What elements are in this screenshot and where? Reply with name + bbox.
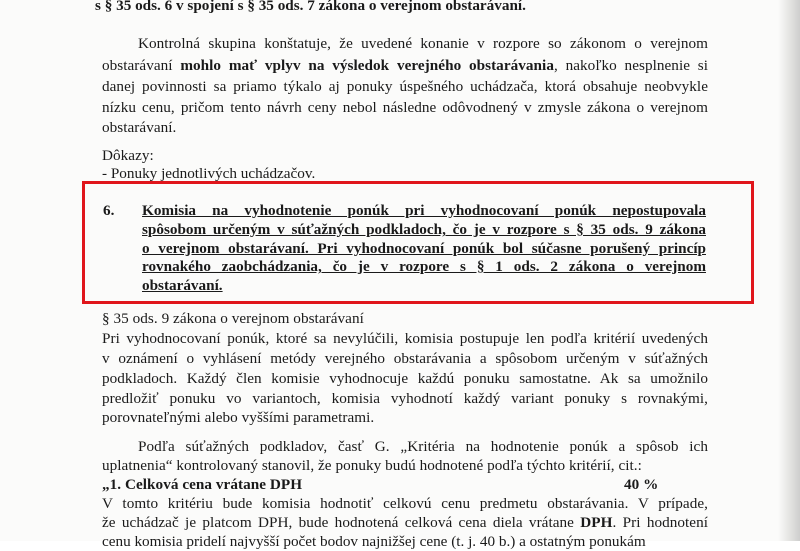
paragraph2-line5: porovnateľnými alebo vyššími parametrami.: [102, 409, 375, 426]
paragraph4-line2-end: . Pri hodnotení: [612, 514, 709, 531]
evidence-item: - Ponuky jednotlivých uchádzačov.: [102, 165, 316, 182]
paragraph2-line1: Pri vyhodnocovaní ponúk, ktoré sa nevylúčili, komisia postupuje len podľa kritérií uvedených: [102, 330, 708, 347]
page-edge-shadow: [778, 0, 800, 541]
paragraph4-line2: [102, 513, 708, 532]
paragraph1-line4: nízku cenu, pričom tento návrh ceny nebol následne odôvodnený v zmysle zákona o verejnom: [102, 99, 708, 116]
paragraph2-line2: v oznámení o vyhlásení metódy verejného obstarávania a spôsobom určeným v súťažných: [102, 350, 708, 367]
evidence-heading: Dôkazy:: [102, 147, 154, 164]
paragraph1-line3: danej povinnosti sa priamo týkalo aj ponuky úspešného uchádzača, ktorá obsahuje neobvykle: [102, 78, 708, 95]
paragraph4-line2-bold: DPH: [580, 514, 613, 531]
paragraph1-line2-end: , nakoľko nesplnenie si: [553, 57, 708, 74]
point-number: 6.: [103, 202, 115, 219]
paragraph1-line1: Kontrolná skupina konštatuje, že uvedené konanie v rozpore so zákonom o verejnom: [138, 35, 708, 52]
point6-line1: Komisia na vyhodnotenie ponúk pri vyhodnocovaní ponúk nepostupovala: [142, 202, 706, 219]
evidence-item-clip: [102, 162, 316, 182]
paragraph3-line2: uplatnenia“ kontrolovaný stanovil, že ponuky budú hodnotené podľa týchto kritérií, cit.:: [102, 457, 642, 474]
point6-line2: spôsobom určeným v súťažných podkladoch, čo je v rozpore s § 35 ods. 9 zákona: [142, 221, 706, 238]
paragraph4-line3-partial: cenu komisia pridelí najvyšší počet bodov najnižšej cene (t. j. 40 b.) a ostatným ponukám: [102, 533, 646, 550]
point6-line4: rovnakého zaobchádzania, čo je v rozpore s § 1 ods. 2 zákona o verejnom: [142, 258, 706, 275]
paragraph2-line3: podkladoch. Každý člen komisie vyhodnocuje každú ponuku samostatne. Ak sa umožnilo: [102, 370, 708, 387]
paragraph4-line1: V tomto kritériu bude komisia hodnotiť celkovú cenu predmetu obstarávania. V prípade,: [102, 495, 708, 512]
point6-line5: obstarávaní.: [142, 277, 223, 294]
criterion-label: „1. Celková cena vrátane DPH: [102, 476, 303, 493]
section-reference: § 35 ods. 9 zákona o verejnom obstarávaní: [102, 310, 364, 327]
paragraph2-line4: predložiť ponuku vo variantoch, komisia vyhodnotí každý variant ponuky s rovnakými,: [102, 390, 708, 407]
paragraph4-line2-start: že uchádzač je platcom DPH, bude hodnotená celková cena diela vrátane: [102, 514, 581, 531]
paragraph1-line2-start: obstarávaní: [102, 57, 181, 74]
paragraph1-line5: obstarávaní.: [102, 119, 177, 136]
point6-line3: o verejnom obstarávaní. Pri vyhodnocovaní ponúk bol súčasne porušený princíp: [142, 240, 706, 257]
paragraph1-line2: [102, 56, 708, 75]
paragraph1-line2-bold: mohlo mať vplyv na výsledok verejného obstarávania: [180, 57, 554, 74]
paragraph4-line3-clip: [102, 531, 702, 550]
top-fragment-line: s § 35 ods. 6 v spojení s § 35 ods. 7 zákona o verejnom obstarávaní.: [95, 0, 526, 14]
paragraph3-line1: Podľa súťažných podkladov, časť G. „Kritéria na hodnotenie ponúk a spôsob ich: [138, 438, 708, 455]
criterion-weight: 40 %: [624, 476, 659, 493]
